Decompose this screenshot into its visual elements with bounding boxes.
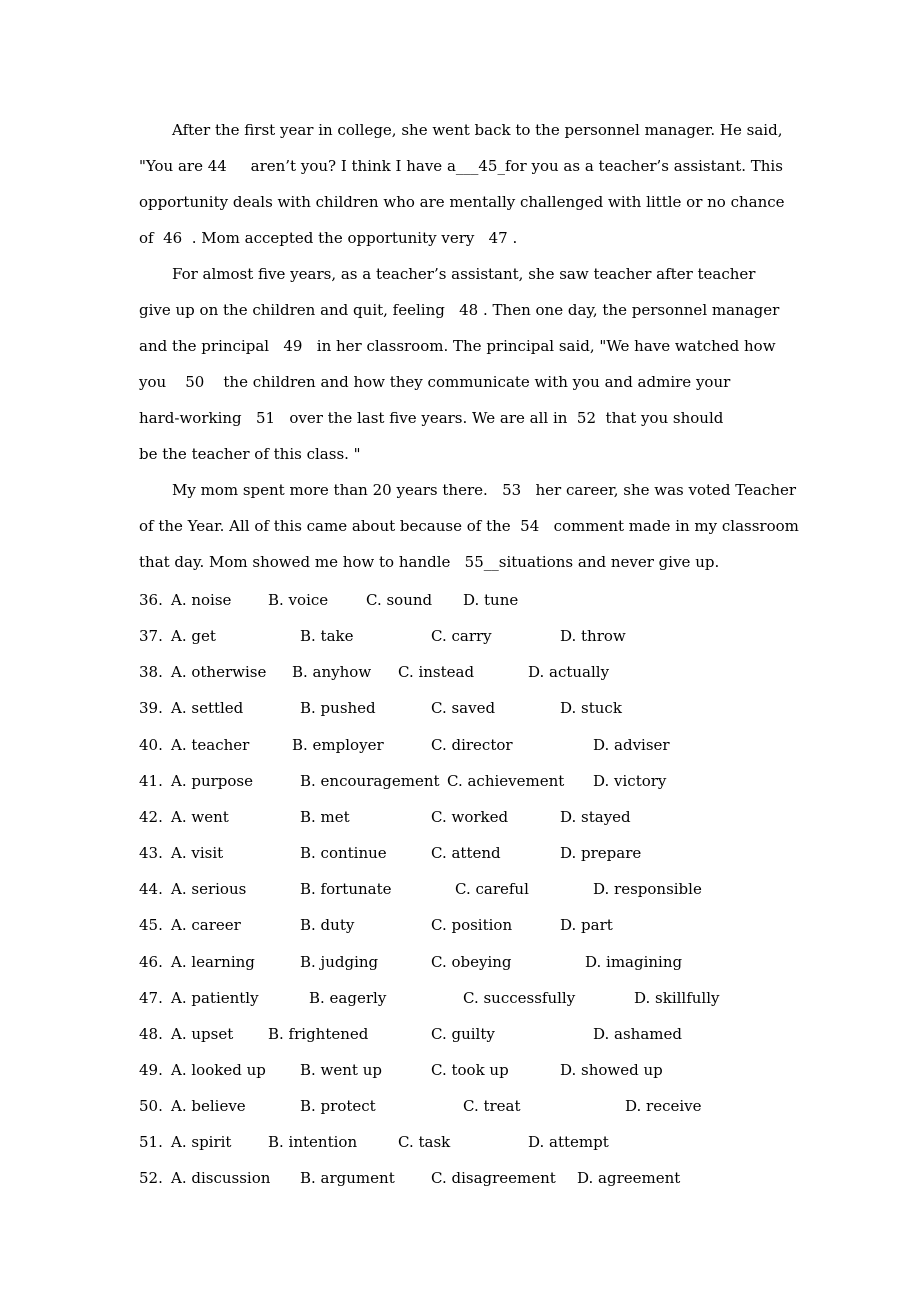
- option-c: C. sound: [366, 591, 433, 609]
- passage-line: hard-working 51 over the last five years. We are all in 52 that you should: [139, 409, 724, 427]
- question-number: 51.: [139, 1133, 163, 1152]
- question-row: [0, 907, 920, 943]
- question-row: [0, 654, 920, 690]
- option-b: B. argument: [300, 1169, 395, 1188]
- question-row: [0, 944, 920, 980]
- question-number: 38.: [139, 663, 163, 682]
- question-number: 49.: [139, 1060, 163, 1079]
- option-a: A. upset: [171, 1024, 234, 1043]
- option-d: D. imagining: [585, 952, 683, 971]
- question-row: [0, 763, 920, 799]
- option-d: D. receive: [625, 1097, 702, 1116]
- question-number: 50.: [139, 1097, 163, 1116]
- option-d: D. adviser: [593, 735, 670, 754]
- option-a: A. otherwise: [171, 663, 267, 682]
- option-c: C. director: [431, 735, 513, 754]
- option-d: D. throw: [560, 627, 626, 646]
- passage-line: you 50 the children and how they communicate with you and admire your: [139, 373, 731, 391]
- question-row: [0, 1016, 920, 1052]
- question-number: 37.: [139, 627, 163, 646]
- option-c: C. successfully: [463, 988, 576, 1007]
- option-d: D. victory: [593, 771, 667, 790]
- option-b: B. continue: [300, 844, 387, 863]
- option-c: C. treat: [463, 1097, 521, 1116]
- passage-line: of the Year. All of this came about because of the 54 comment made in my classroom: [139, 517, 799, 535]
- option-c: C. careful: [455, 880, 529, 899]
- question-number: 44.: [139, 880, 163, 899]
- option-d: D. showed up: [560, 1060, 663, 1079]
- option-b: B. fortunate: [300, 880, 392, 899]
- option-b: B. take: [300, 627, 354, 646]
- question-number: 46.: [139, 952, 163, 971]
- option-d: D. prepare: [560, 844, 642, 863]
- question-row: [0, 690, 920, 726]
- question-row: [0, 727, 920, 763]
- option-a: A. career: [171, 916, 241, 935]
- option-b: B. anyhow: [292, 663, 372, 682]
- option-a: A. looked up: [171, 1060, 266, 1079]
- passage-line: For almost five years, as a teacher’s assistant, she saw teacher after teacher: [172, 265, 756, 283]
- option-a: A. visit: [171, 844, 224, 863]
- option-b: B. met: [300, 807, 350, 826]
- passage-line: of 46 . Mom accepted the opportunity very 47 .: [139, 229, 518, 247]
- option-a: A. patiently: [171, 988, 259, 1007]
- question-row: [0, 582, 920, 618]
- option-b: B. protect: [300, 1097, 376, 1116]
- option-c: C. instead: [398, 663, 475, 682]
- option-a: A. discussion: [171, 1169, 271, 1188]
- option-b: B. went up: [300, 1060, 382, 1079]
- question-row: [0, 980, 920, 1016]
- option-b: B. judging: [300, 952, 379, 971]
- option-c: C. saved: [431, 699, 496, 718]
- option-c: C. position: [431, 916, 513, 935]
- question-number: 41.: [139, 771, 163, 790]
- option-b: B. intention: [268, 1133, 358, 1152]
- option-d: D. tune: [463, 591, 519, 609]
- option-d: D. actually: [528, 663, 610, 682]
- question-number: 39.: [139, 699, 163, 718]
- option-b: B. pushed: [300, 699, 376, 718]
- option-c: C. task: [398, 1133, 451, 1152]
- option-c: C. took up: [431, 1060, 509, 1079]
- question-row: [0, 871, 920, 907]
- option-c: C. worked: [431, 807, 509, 826]
- passage-line: My mom spent more than 20 years there. 53 her career, she was voted Teacher: [172, 481, 797, 499]
- option-a: A. settled: [171, 699, 244, 718]
- question-number: 43.: [139, 844, 163, 863]
- option-d: D. attempt: [528, 1133, 609, 1152]
- option-b: B. duty: [300, 916, 355, 935]
- option-b: B. voice: [268, 591, 329, 609]
- option-b: B. encouragement: [300, 771, 440, 790]
- question-number: 47.: [139, 988, 163, 1007]
- option-a: A. spirit: [171, 1133, 232, 1152]
- passage-line: After the first year in college, she went back to the personnel manager. He said,: [172, 121, 783, 139]
- option-c: C. guilty: [431, 1024, 495, 1043]
- passage-line: be the teacher of this class. ": [139, 445, 361, 463]
- question-row: [0, 1088, 920, 1124]
- option-d: D. ashamed: [593, 1024, 682, 1043]
- option-a: A. purpose: [171, 771, 254, 790]
- option-b: B. frightened: [268, 1024, 369, 1043]
- passage-line: "You are 44 aren’t you? I think I have a___45_for you as a teacher’s assistant. This: [139, 157, 783, 175]
- option-d: D. stuck: [560, 699, 622, 718]
- question-number: 52.: [139, 1169, 163, 1188]
- passage-line: that day. Mom showed me how to handle 55__situations and never give up.: [139, 553, 720, 571]
- option-a: A. learning: [171, 952, 255, 971]
- question-row: [0, 618, 920, 654]
- option-d: D. agreement: [577, 1169, 681, 1188]
- question-row: [0, 799, 920, 835]
- option-b: B. employer: [292, 735, 384, 754]
- question-number: 42.: [139, 807, 163, 826]
- option-d: D. part: [560, 916, 613, 935]
- question-row: [0, 835, 920, 871]
- question-number: 45.: [139, 916, 163, 935]
- option-c: C. attend: [431, 844, 501, 863]
- question-number: 36.: [139, 591, 163, 609]
- passage-line: give up on the children and quit, feeling 48 . Then one day, the personnel manager: [139, 301, 780, 319]
- option-d: D. responsible: [593, 880, 702, 899]
- option-b: B. eagerly: [309, 988, 387, 1007]
- option-a: A. believe: [171, 1097, 246, 1116]
- option-a: A. noise: [171, 591, 232, 609]
- option-d: D. stayed: [560, 807, 631, 826]
- option-a: A. went: [171, 807, 229, 826]
- option-d: D. skillfully: [634, 988, 720, 1007]
- passage-line: and the principal 49 in her classroom. The principal said, "We have watched how: [139, 337, 776, 355]
- option-c: C. disagreement: [431, 1169, 556, 1188]
- question-number: 40.: [139, 735, 163, 754]
- passage-line: opportunity deals with children who are mentally challenged with little or no chance: [139, 193, 785, 211]
- option-a: A. serious: [171, 880, 247, 899]
- question-number: 48.: [139, 1024, 163, 1043]
- option-c: C. obeying: [431, 952, 512, 971]
- option-c: C. achievement: [447, 771, 565, 790]
- option-a: A. teacher: [171, 735, 250, 754]
- option-a: A. get: [171, 627, 216, 646]
- option-c: C. carry: [431, 627, 492, 646]
- question-row: [0, 1124, 920, 1160]
- question-row: [0, 1052, 920, 1088]
- question-row: [0, 1160, 920, 1196]
